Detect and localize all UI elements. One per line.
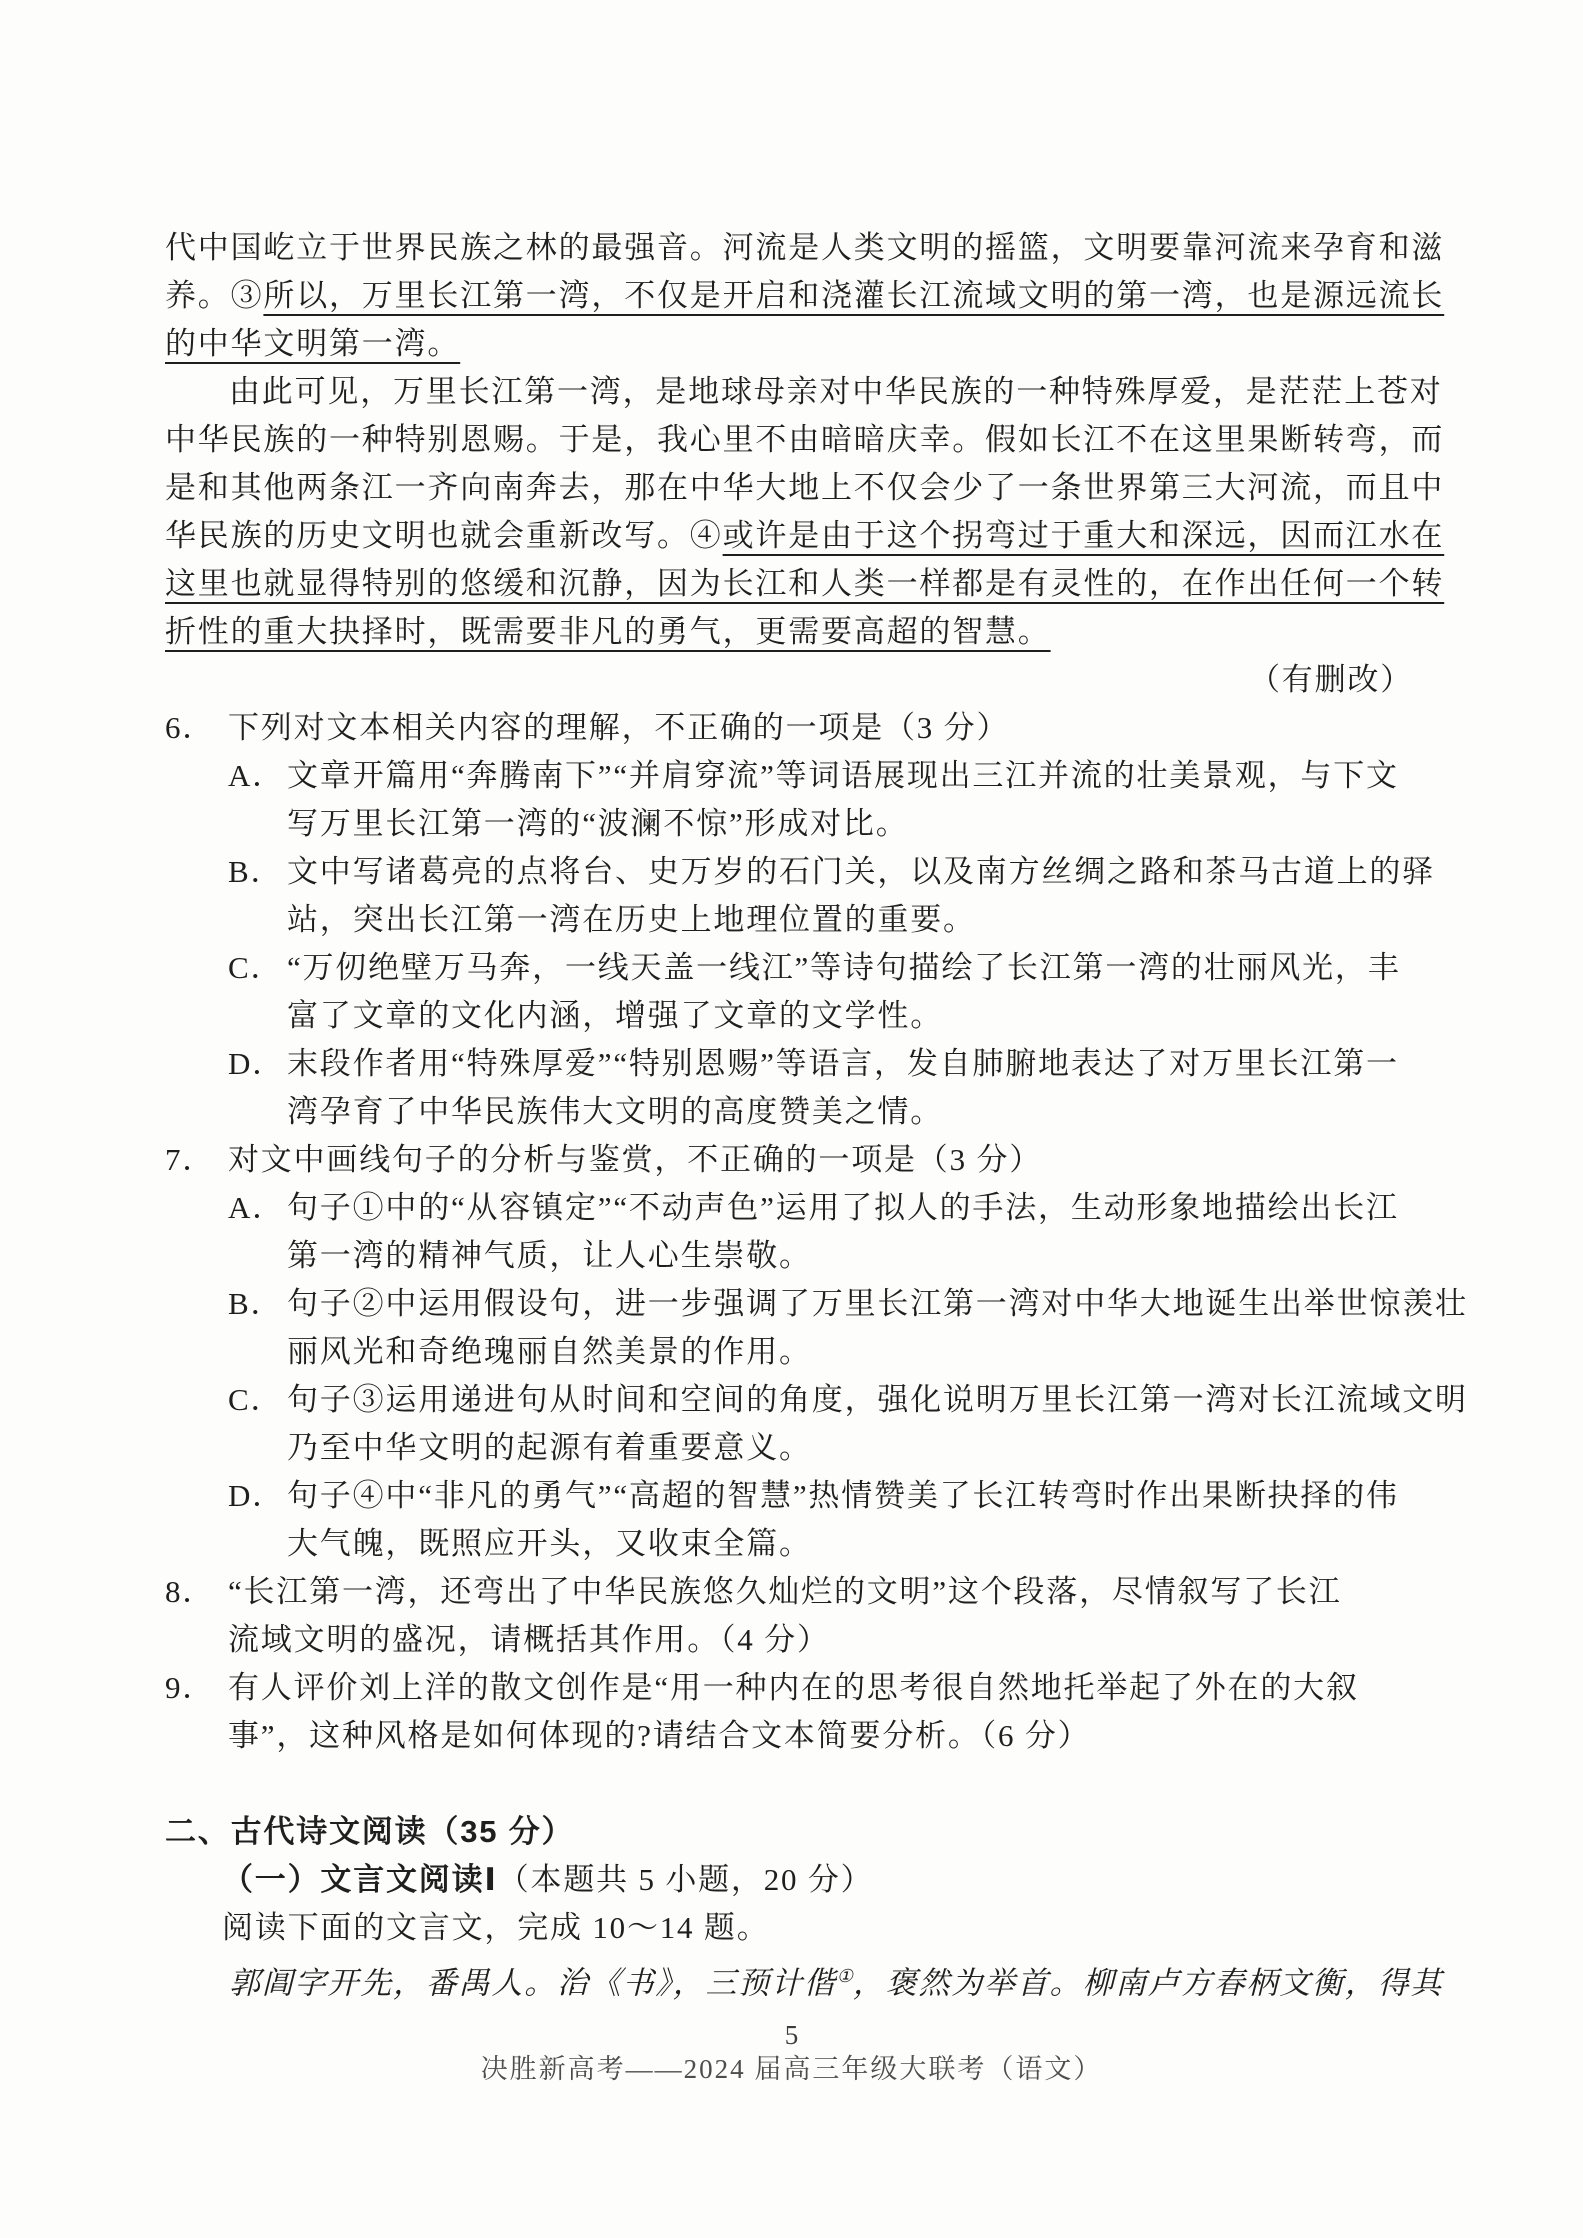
option-label: D． [228, 1478, 285, 1513]
option-A [165, 1184, 1495, 1280]
underlined-text: 折性的重大抉择时，既需要非凡的勇气，更需要高超的智慧。 [165, 614, 1051, 649]
question-stem [228, 1136, 1495, 1184]
question-9 [165, 1664, 1495, 1760]
option-text-line: 写万里长江第一湾的“波澜不惊”形成对比。 [287, 806, 909, 841]
underlined-text: 或许是由于这个拐弯过于重大和深远，因而江水在 [722, 518, 1445, 553]
passage-text: 由此可见，万里长江第一湾，是地球母亲对中华民族的一种特殊厚爱，是茫茫上苍对 [229, 374, 1443, 409]
question-stem [228, 1664, 1495, 1760]
option-text [287, 752, 1495, 848]
page-content [165, 224, 1495, 2000]
option-text [287, 944, 1495, 1040]
option-D [165, 1040, 1495, 1136]
question-stem-line: 事”，这种风格是如何体现的?请结合文本简要分析。（6 分） [228, 1718, 1091, 1753]
option-label: B． [228, 854, 284, 889]
question-stem-line: “长江第一湾，还弯出了中华民族悠久灿烂的文明”这个段落，尽情叙写了长江 [228, 1574, 1342, 1609]
emphasized-char: 治 • [557, 1965, 590, 2000]
option-label: A． [228, 1190, 285, 1225]
question-7 [165, 1136, 1495, 1568]
passage-line [165, 224, 1495, 272]
passage-line [165, 272, 1495, 320]
question-number: 7． [165, 1142, 216, 1177]
passage-line [165, 368, 1495, 416]
option-text-line: 湾孕育了中华民族伟大文明的高度赞美之情。 [287, 1094, 943, 1129]
option-D [165, 1472, 1495, 1568]
option-text-line: 末段作者用“特殊厚爱”“特别恩赐”等语言，发自肺腑地表达了对万里长江第一 [287, 1046, 1399, 1081]
passage-line [165, 464, 1495, 512]
passage-text: 养。③ [165, 278, 264, 313]
option-text-line: 站，突出长江第一湾在历史上地理位置的重要。 [287, 902, 976, 937]
classical-text-line [165, 1952, 1495, 2000]
underlined-text: 这里也就显得特别的悠缓和沉静，因为长江和人类一样都是有灵性的，在作出任何一个转 [165, 566, 1445, 601]
instruction-line: 阅读下面的文言文，完成 10～14 题。 [222, 1910, 770, 1945]
option-label: B． [228, 1286, 284, 1321]
passage-line [165, 416, 1495, 464]
option-text-line: 富了文章的文化内涵，增强了文章的文学性。 [287, 998, 943, 1033]
question-stem-line: 有人评价刘上洋的散文创作是“用一种内在的思考很自然地托举起了外在的大叙 [228, 1670, 1359, 1705]
question-stem [228, 1568, 1495, 1664]
passage-attribution: （有删改） [1249, 662, 1413, 697]
option-text [287, 1040, 1495, 1136]
question-number: 6． [165, 710, 216, 745]
question-number: 8． [165, 1574, 216, 1609]
option-text-line: 句子②中运用假设句，进一步强调了万里长江第一湾对中华大地诞生出举世惊羡壮 [287, 1286, 1468, 1321]
option-text-line: 句子③运用递进句从时间和空间的角度，强化说明万里长江第一湾对长江流域文明 [287, 1382, 1468, 1417]
question-stem-line: 流域文明的盛况，请概括其作用。（4 分） [228, 1622, 830, 1657]
option-C [165, 1376, 1495, 1472]
footnote-marker: ① [836, 1966, 853, 1986]
question-stem [228, 704, 1495, 752]
option-text-line: 乃至中华文明的起源有着重要意义。 [287, 1430, 812, 1465]
option-text [287, 848, 1495, 944]
option-text-line: 句子①中的“从容镇定”“不动声色”运用了拟人的手法，生动形象地描绘出长江 [287, 1190, 1399, 1225]
passage-line [165, 512, 1495, 560]
page-number: 5 [784, 2020, 799, 2050]
passage-text: 代中国屹立于世界民族之林的最强音。河流是人类文明的摇篮，文明要靠河流来孕育和滋 [165, 230, 1445, 265]
option-B [165, 1280, 1495, 1376]
option-C [165, 944, 1495, 1040]
question-stem-line: 对文中画线句子的分析与鉴赏，不正确的一项是（3 分） [228, 1142, 1043, 1177]
option-A [165, 752, 1495, 848]
option-text [287, 1184, 1495, 1280]
option-label: C． [228, 1382, 284, 1417]
option-text-line: “万仞绝壁万马奔，一线天盖一线江”等诗句描绘了长江第一湾的壮丽风光，丰 [287, 950, 1401, 985]
classical-text: ，褒然为举首。柳南卢方春柄文衡，得其 [852, 1965, 1444, 2001]
option-label: D． [228, 1046, 285, 1081]
footer-text: 决胜新高考——2024 届高三年级大联考（语文） [480, 2054, 1103, 2084]
question-6 [165, 704, 1495, 1136]
passage-text: 中华民族的一种特别恩赐。于是，我心里不由暗暗庆幸。假如长江不在这里果断转弯，而 [165, 422, 1445, 457]
question-number: 9． [165, 1670, 216, 1705]
question-stem-line: 下列对文本相关内容的理解，不正确的一项是（3 分） [228, 710, 1010, 745]
option-text-line: 文章开篇用“奔腾南下”“并肩穿流”等词语展现出三江并流的壮美景观，与下文 [287, 758, 1399, 793]
classical-text: 郭阊字开先，番禺人。 [229, 1965, 557, 2001]
passage [165, 224, 1495, 656]
subsection-heading [165, 1856, 1495, 1904]
section-heading: 二、古代诗文阅读（35 分） [165, 1814, 575, 1849]
subsection-title: （一）文言文阅读Ⅰ [222, 1862, 498, 1897]
option-text [287, 1280, 1495, 1376]
option-text-line: 文中写诸葛亮的点将台、史万岁的石门关，以及南方丝绸之路和茶马古道上的驿 [287, 854, 1435, 889]
questions [165, 704, 1495, 1760]
option-text-line: 丽风光和奇绝瑰丽自然美景的作用。 [287, 1334, 812, 1369]
subsection-meta: （本题共 5 小题，20 分） [497, 1862, 874, 1897]
option-text [287, 1472, 1495, 1568]
underlined-text: 的中华文明第一湾。 [165, 326, 461, 361]
option-text [287, 1376, 1495, 1472]
passage-text: 是和其他两条江一齐向南奔去，那在中华大地上不仅会少了一条世界第三大河流，而且中 [165, 470, 1445, 505]
classical-text: 《书》，三预计偕 [589, 1965, 837, 2001]
question-8 [165, 1568, 1495, 1664]
option-text-line: 大气魄，既照应开头，又收束全篇。 [287, 1526, 812, 1561]
option-text-line: 句子④中“非凡的勇气”“高超的智慧”热情赞美了长江转弯时作出果断抉择的伟 [287, 1478, 1399, 1513]
passage-text: 华民族的历史文明也就会重新改写。④ [165, 518, 723, 553]
underlined-text: 所以，万里长江第一湾，不仅是开启和浇灌长江流域文明的第一湾，也是源远流长 [263, 278, 1445, 313]
passage-line [165, 560, 1495, 608]
option-B [165, 848, 1495, 944]
option-text-line: 第一湾的精神气质，让人心生崇敬。 [287, 1238, 812, 1273]
passage-line [165, 608, 1495, 656]
option-label: C． [228, 950, 284, 985]
passage-line [165, 320, 1495, 368]
option-label: A． [228, 758, 285, 793]
